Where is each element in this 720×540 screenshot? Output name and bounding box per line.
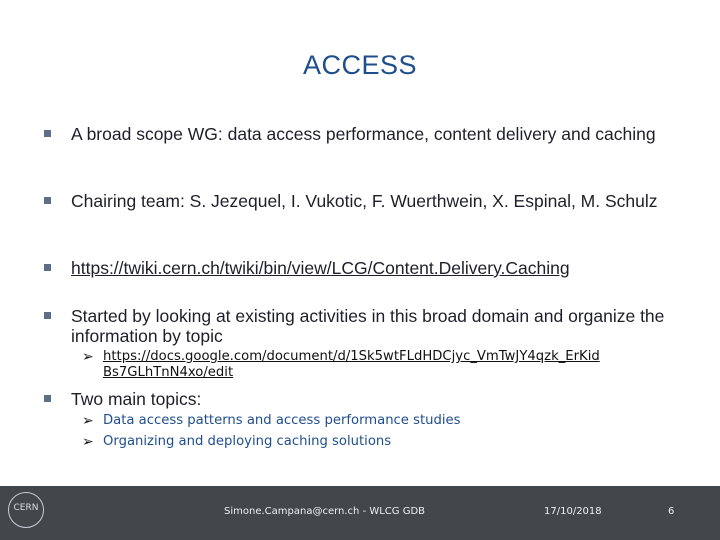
bullet-scope [44,124,691,144]
cern-logo-text: CERN [13,503,39,513]
bullet-text: A broad scope WG: data access performance, content delivery and caching [71,124,656,144]
footer-date: 17/10/2018 [544,506,602,517]
bullet-started [44,306,691,346]
cern-logo [8,492,44,528]
topic-text: Organizing and deploying caching solutions [103,434,392,449]
bullet-twiki-link[interactable] [44,258,691,278]
arrow-bullet-icon: ➢ [82,413,94,429]
arrow-bullet-icon: ➢ [82,349,94,365]
bullet-text: Two main topics: [71,389,202,409]
bullet-two-topics [44,389,691,409]
sub-bullet-topic-caching [82,434,391,450]
page-number: 6 [668,506,675,517]
square-bullet-icon [44,395,51,402]
square-bullet-icon [44,197,51,204]
twiki-link[interactable]: https://twiki.cern.ch/twiki/bin/view/LCG/Content.Delivery.Caching [71,258,570,278]
square-bullet-icon [44,130,51,137]
bullet-text: Chairing team: S. Jezequel, I. Vukotic, F. Wuerthwein, X. Espinal, M. Schulz [71,191,658,211]
sub-bullet-topic-access [82,413,461,429]
arrow-bullet-icon: ➢ [82,434,94,450]
footer-author: Simone.Campana@cern.ch - WLCG GDB [224,506,426,517]
bullet-text: Started by looking at existing activities in this broad domain and organize the information by topic [71,306,665,346]
bullet-chairing-team [44,191,691,211]
docs-link[interactable]: https://docs.google.com/document/d/1Sk5wtFLdHDCjyc_VmTwJY4qzk_ErKid Bs7GLhTnN4xo/edit [103,349,600,380]
sub-bullet-docs-link[interactable] [82,349,682,381]
square-bullet-icon [44,264,51,271]
square-bullet-icon [44,312,51,319]
slide-title: ACCESS [302,50,418,80]
topic-text: Data access patterns and access performance studies [103,413,461,428]
slide-footer [0,486,720,540]
